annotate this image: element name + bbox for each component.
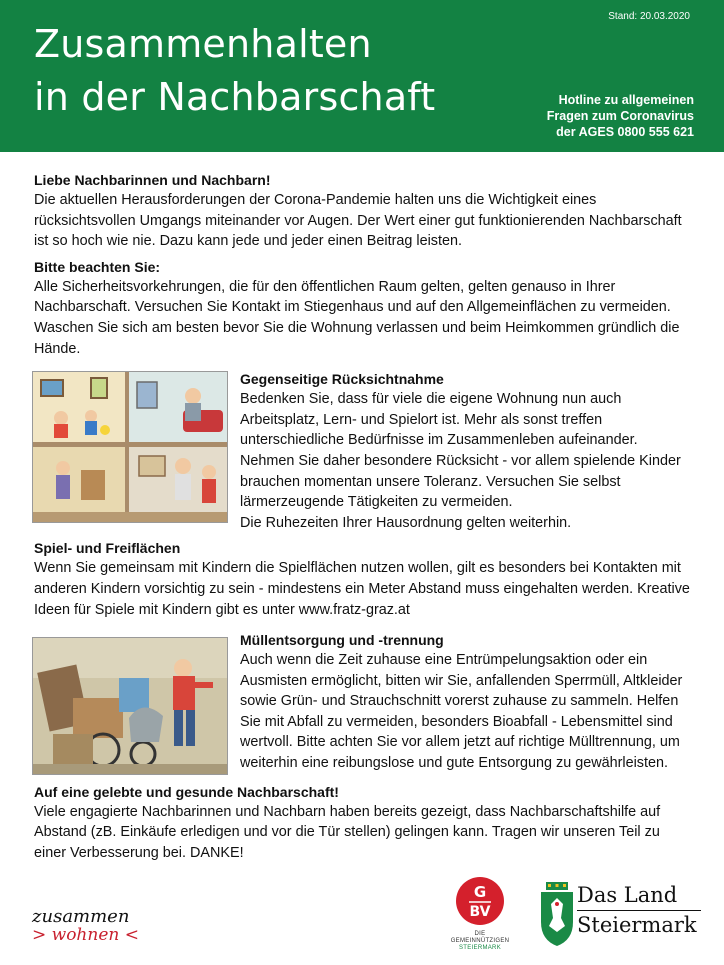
notice-text: Alle Sicherheitsvorkehrungen, die für den öffentlichen Raum gelten, gelten genauso in Ihrer Nachbarschaft. Versuchen Sie Kontakt im Stiegenhaus und auf den Allgemeinflächen zu vermeiden. Waschen Sie sich am besten bevor Sie die Wohnung verlassen und beim Heimkommen gründlich die Hände. xyxy=(34,278,680,357)
consideration-heading: Gegenseitige Rücksichtnahme xyxy=(240,371,444,388)
waste-disposal-illustration xyxy=(32,637,228,775)
waste-section xyxy=(34,630,694,774)
waste-heading: Müllentsorgung und -trennung xyxy=(240,632,444,649)
consideration-text: Bedenken Sie, dass für viele die eigene Wohnung nun auch Arbeitsplatz, Lern- und Spielort ist. Mehr als sonst treffen unterschiedliche Bedürfnisse im Zusammenleben aufeinander. Nehmen Sie daher besondere Rücksicht - vor allem spielende Kinder brauchen momentan unsere Toleranz. Versuchen Sie selbst lärmerzeugende Tätigkeiten zu vermeiden. xyxy=(240,391,681,511)
svg-text:G: G xyxy=(473,883,487,901)
land-steiermark-wordmark xyxy=(577,882,701,939)
title-line-2: in der Nachbarschaft xyxy=(34,75,436,119)
land-line-2: Steiermark xyxy=(577,913,697,937)
logo-zusammen: zusammen xyxy=(32,906,130,927)
header-banner xyxy=(0,0,724,152)
land-steiermark-logo xyxy=(540,882,697,953)
hotline-line-2: Fragen zum Coronavirus xyxy=(546,109,694,123)
intro-text: Die aktuellen Herausforderungen der Corona-Pandemie halten uns die Wichtigkeit eines rücksichtsvollen Umgangs miteinander vor Augen. Der Wert einer gut funktionierenden Nachbarschaft ist so hoch wie nie. Dazu kann jede und jeder einen Beitrag leisten. xyxy=(34,192,682,250)
notice-section xyxy=(34,257,694,359)
main-content xyxy=(34,170,694,868)
play-area-text: Wenn Sie gemeinsam mit Kindern die Spielflächen nutzen wollen, gilt es besonders bei Kontakten mit anderen Kindern vorsichtig zu sein - mindestens ein Meter Abstand muss eingehalten werden. Kreative Ideen für Spiele mit Kindern gibt es unter www.fratz-graz.at xyxy=(34,560,690,618)
steiermark-coat-of-arms-icon xyxy=(540,882,574,948)
date-stamp: Stand: 20.03.2020 xyxy=(608,11,690,22)
hotline-line-3: der AGES 0800 555 621 xyxy=(556,125,694,139)
apartment-noise-illustration xyxy=(32,371,228,523)
closing-text: Viele engagierte Nachbarinnen und Nachbarn haben bereits gezeigt, dass Nachbarschaftshilfe auf Abstand (zB. Einkäufe erledigen und vor die Tür stellen) gelingen kann. Tragen wir unseren Teil zu einer Verbesserung bei. DANKE! xyxy=(34,803,661,861)
gbv-logo xyxy=(440,876,520,952)
logo-wohnen: > wohnen < xyxy=(32,925,139,945)
consideration-section xyxy=(34,369,694,533)
waste-text-block xyxy=(240,630,694,774)
page-title xyxy=(34,18,435,124)
zusammen-wohnen-logo xyxy=(32,908,139,944)
land-line-1: Das Land xyxy=(577,882,701,911)
intro-section xyxy=(34,170,694,252)
hotline-info xyxy=(547,92,694,140)
title-line-1: Zusammenhalten xyxy=(34,22,372,66)
intro-heading: Liebe Nachbarinnen und Nachbarn! xyxy=(34,172,271,188)
hotline-line-1: Hotline zu allgemeinen xyxy=(558,93,694,107)
svg-text:BV: BV xyxy=(469,904,491,920)
waste-text: Auch wenn die Zeit zuhause eine Entrümpelungsaktion oder ein Ausmisten ermöglicht, bitten wir Sie, anfallenden Sperrmüll, Altkleider sowie Grün- und Strauchschnitt vorerst zuhause zu sammeln. Helfen Sie mit Abfall zu vermeiden, besonders Bioabfall - Lebensmittel sind wertvoll. Bitte achten Sie vor allem jetzt auf richtige Mülltrennung, um weiterhin eine reibungslose und gute Entsorgung zu gewährleisten. xyxy=(240,652,683,772)
gbv-line-2: GEMEINNÜTZIGEN xyxy=(450,938,510,944)
closing-section xyxy=(34,782,694,864)
closing-heading: Auf eine gelebte und gesunde Nachbarschaft! xyxy=(34,783,339,800)
gbv-emblem-icon xyxy=(455,876,505,926)
play-area-section xyxy=(34,538,694,620)
quiet-hours-text: Die Ruhezeiten Ihrer Hausordnung gelten weiterhin. xyxy=(240,514,572,531)
gbv-line-1: DIE xyxy=(474,931,486,937)
notice-heading: Bitte beachten Sie: xyxy=(34,258,161,275)
consideration-text-block xyxy=(240,369,694,533)
play-area-heading: Spiel- und Freiflächen xyxy=(34,540,181,557)
gbv-line-3: STEIERMARK xyxy=(458,945,501,951)
